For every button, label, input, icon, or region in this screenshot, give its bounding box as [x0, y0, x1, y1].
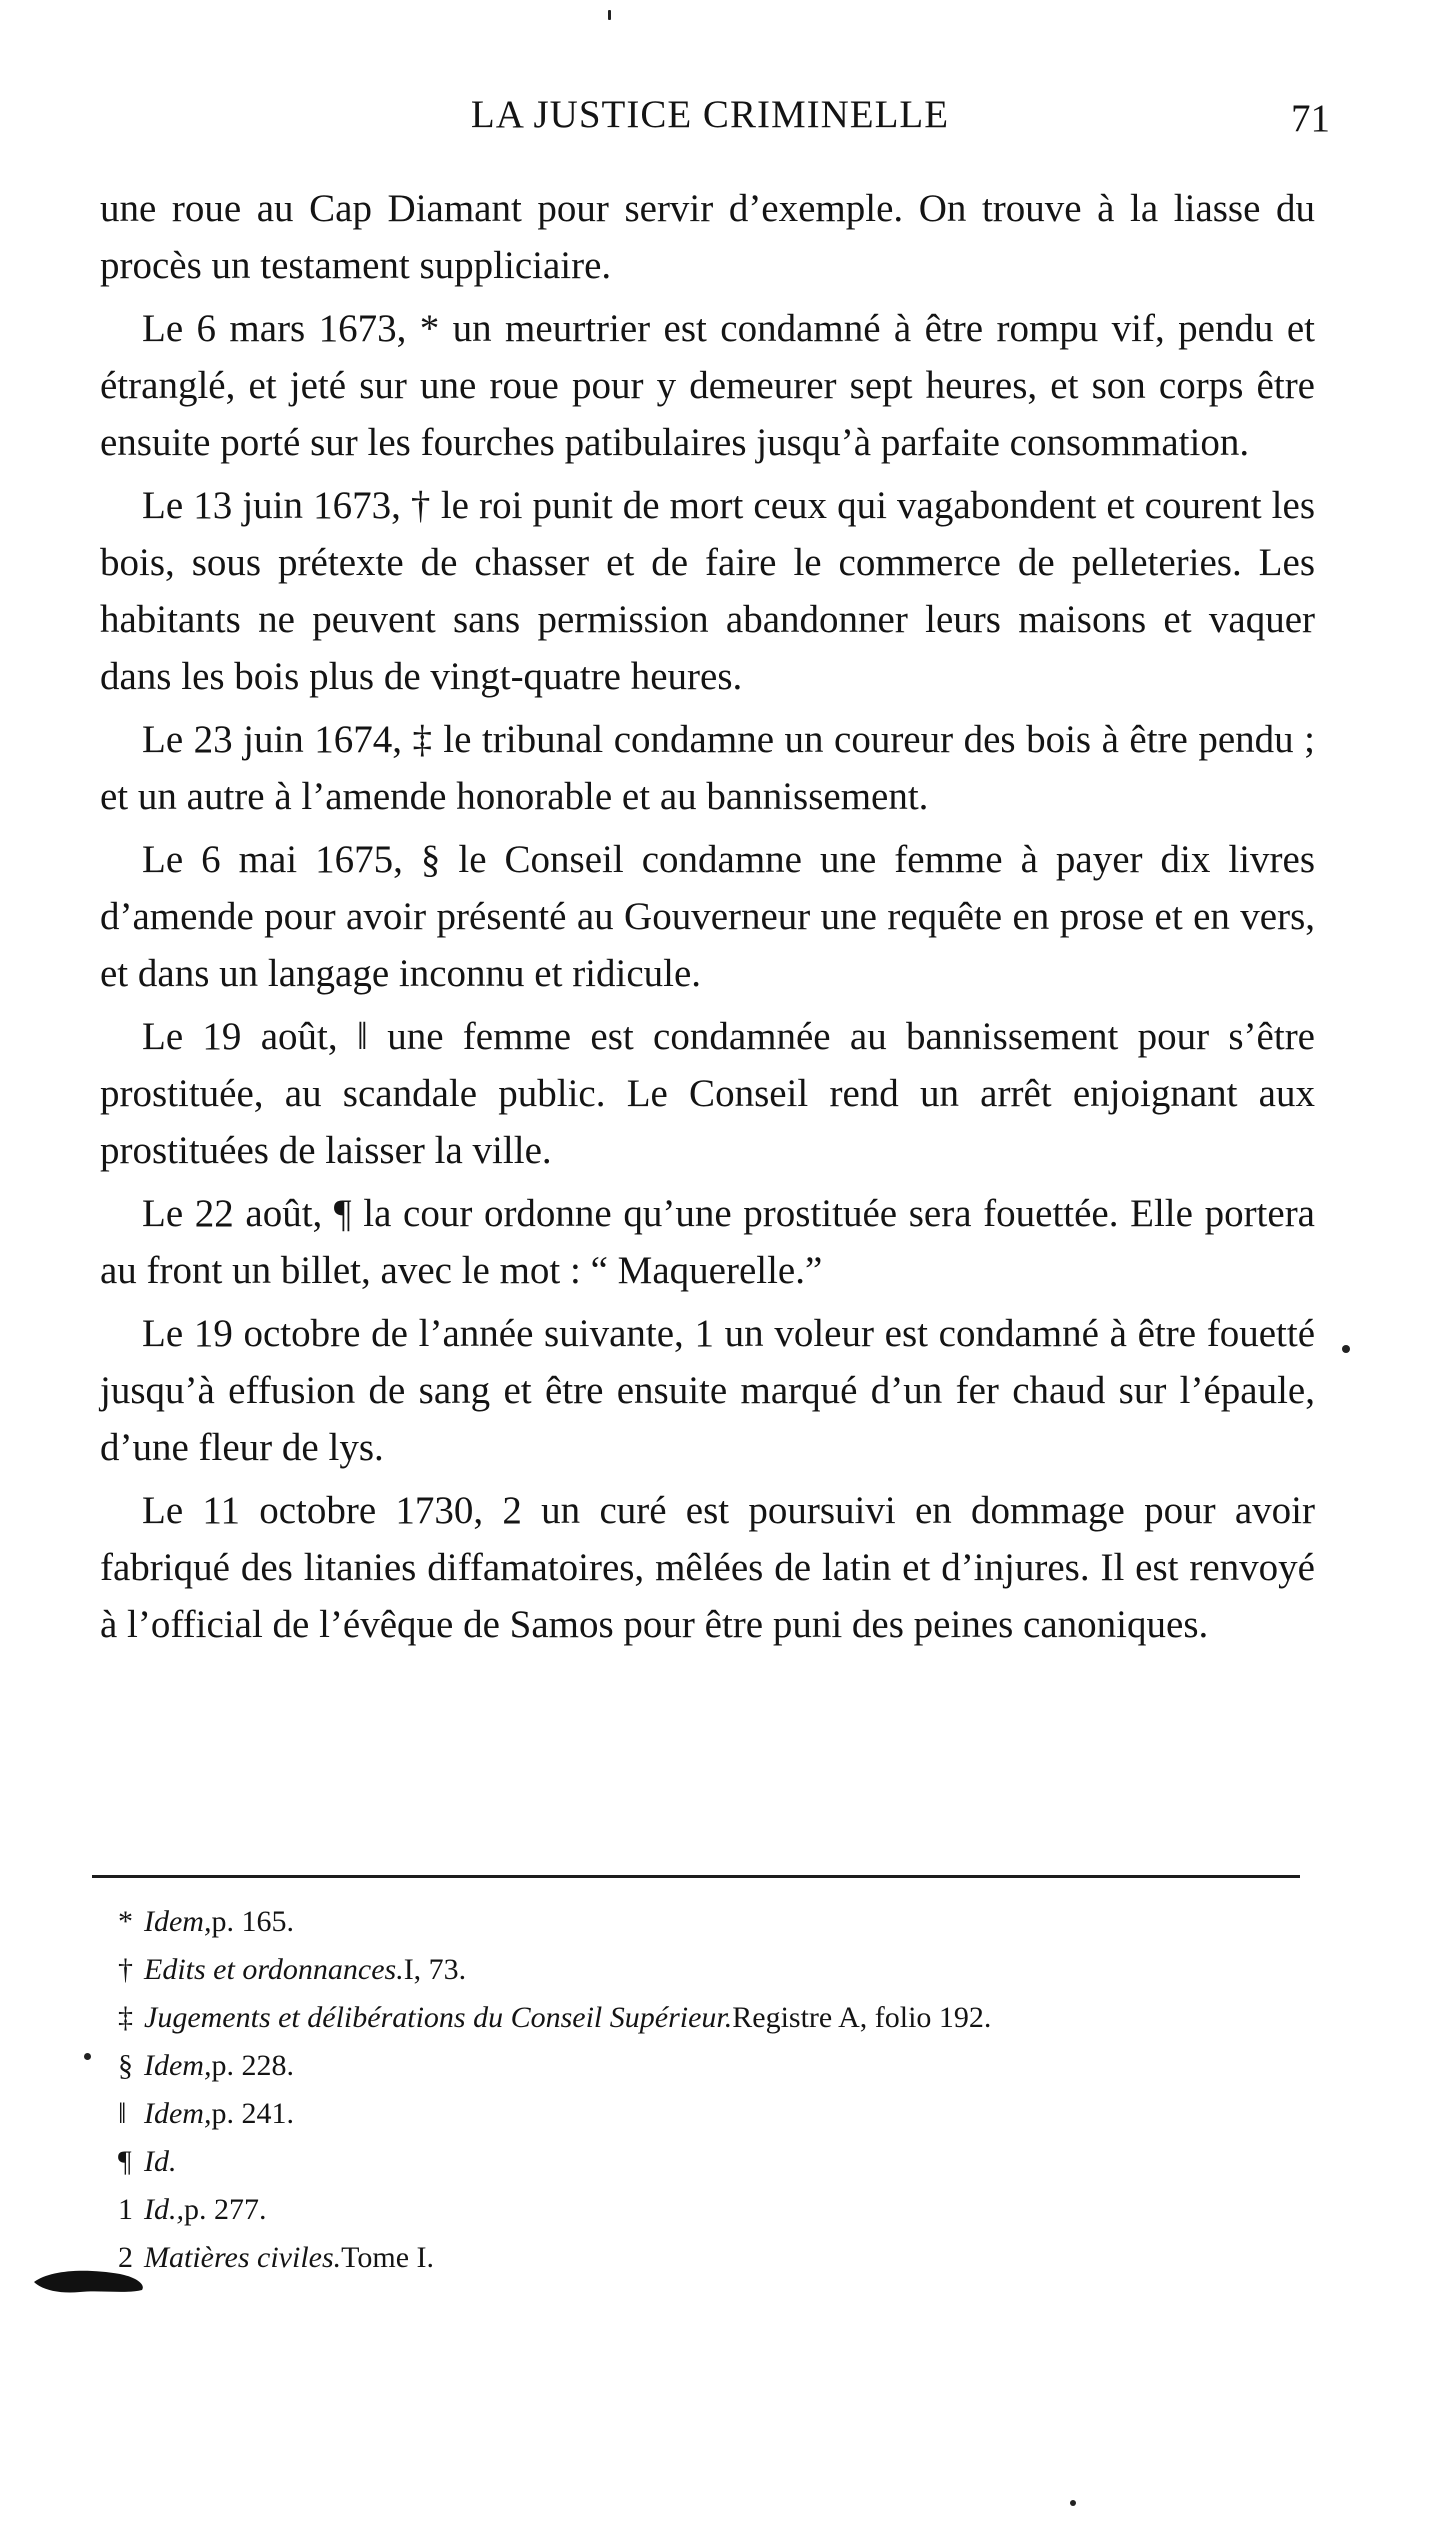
paragraph: Le 13 juin 1673, † le roi punit de mort ceux qui vagabondent et courent les bois, sous prétexte de chasser et de faire le commerce de pelleteries. Les habitants ne peuvent sans permission abandonner leurs maisons et vaquer dans les bois plus de vingt-quatre heures. — [100, 484, 1315, 698]
paragraph: Le 11 octobre 1730, 2 un curé est poursuivi en dommage pour avoir fabriqué des litanies diffamatoires, mêlées de latin et d’injures. Il est renvoyé à l’official de l’évêque de Samos pour être puni des peines canoniques. — [100, 1489, 1315, 1646]
footnote-mark: ‡ — [118, 2001, 133, 2034]
paragraph: Le 19 octobre de l’année suivante, 1 un voleur est condamné à être fouetté jusqu’à effusion de sang et être ensuite marqué d’un fer chaud sur l’épaule, d’une fleur de lys. — [100, 1312, 1315, 1469]
running-title: LA JUSTICE CRIMINELLE — [470, 93, 950, 136]
footnote-source: Idem, — [144, 2097, 212, 2130]
footnote-mark: ‖ — [118, 2097, 127, 2130]
page-number: 71 — [1291, 97, 1330, 140]
footnote-reference: p. 277. — [184, 2193, 267, 2226]
footnote-reference: p. 165. — [211, 1905, 294, 1938]
paragraph: Le 6 mars 1673, * un meurtrier est condamné à être rompu vif, pendu et étranglé, et jeté sur une roue pour y demeurer sept heures, et son corps être ensuite porté sur les fourches patibulaires jusqu’à parfaite consommation. — [100, 307, 1315, 464]
footnote-mark: ¶ — [118, 2145, 132, 2178]
footnote-mark: 1 — [118, 2193, 133, 2226]
footnote — [118, 2138, 1268, 2186]
footnote — [118, 2042, 1268, 2090]
footnote-reference: I, 73. — [403, 1953, 467, 1986]
footnote — [118, 2234, 1268, 2282]
footnote-source: Matières civiles. — [144, 2241, 342, 2274]
footnotes — [118, 1898, 1268, 2282]
footnote-mark: † — [118, 1953, 133, 1986]
body-text — [100, 180, 1315, 1659]
paragraph: Le 23 juin 1674, ‡ le tribunal condamne un coureur des bois à être pendu ; et un autre à l’amende honorable et au bannissement. — [100, 718, 1315, 818]
footnote-reference: Registre A, folio 192. — [732, 2001, 992, 2034]
paper-speck — [1070, 2500, 1076, 2506]
footnote-source: Id. — [144, 2145, 177, 2178]
footnote — [118, 1898, 1268, 1946]
footnote-reference: Tome I. — [341, 2241, 435, 2274]
footnote-reference: p. 228. — [211, 2049, 294, 2082]
ink-blot — [30, 2260, 150, 2300]
paragraph: Le 19 août, ‖ une femme est condamnée au bannissement pour s’être prostituée, au scandale public. Le Conseil rend un arrêt enjoignant aux prostituées de laisser la ville. — [100, 1015, 1315, 1172]
footnote-divider — [92, 1875, 1300, 1878]
paragraph: une roue au Cap Diamant pour servir d’exemple. On trouve à la liasse du procès un testament suppliciaire. — [100, 187, 1315, 287]
paragraph: Le 22 août, ¶ la cour ordonne qu’une prostituée sera fouettée. Elle portera au front un billet, avec le mot : “ Maquerelle.” — [100, 1192, 1315, 1292]
footnote — [118, 2186, 1268, 2234]
footnote-mark: 2 — [118, 2241, 133, 2274]
footnote — [118, 2090, 1268, 2138]
footnote-reference: p. 241. — [211, 2097, 294, 2130]
paragraph: Le 6 mai 1675, § le Conseil condamne une femme à payer dix livres d’amende pour avoir présenté au Gouverneur une requête en prose et en vers, et dans un langage inconnu et ridicule. — [100, 838, 1315, 995]
paper-speck — [608, 10, 611, 20]
footnote — [118, 1946, 1268, 1994]
footnote-source: Id., — [144, 2193, 184, 2226]
paper-speck — [1342, 1345, 1350, 1353]
footnote — [118, 1994, 1268, 2042]
footnote-source: Idem, — [144, 2049, 212, 2082]
footnote-source: Idem, — [144, 1905, 212, 1938]
footnote-source: Jugements et délibérations du Conseil Supérieur. — [144, 2001, 733, 2034]
page-header — [100, 92, 1330, 152]
footnote-source: Edits et ordonnances. — [144, 1953, 404, 1986]
paper-speck — [84, 2053, 91, 2060]
footnote-mark: § — [118, 2049, 133, 2082]
footnote-mark: * — [118, 1905, 133, 1938]
